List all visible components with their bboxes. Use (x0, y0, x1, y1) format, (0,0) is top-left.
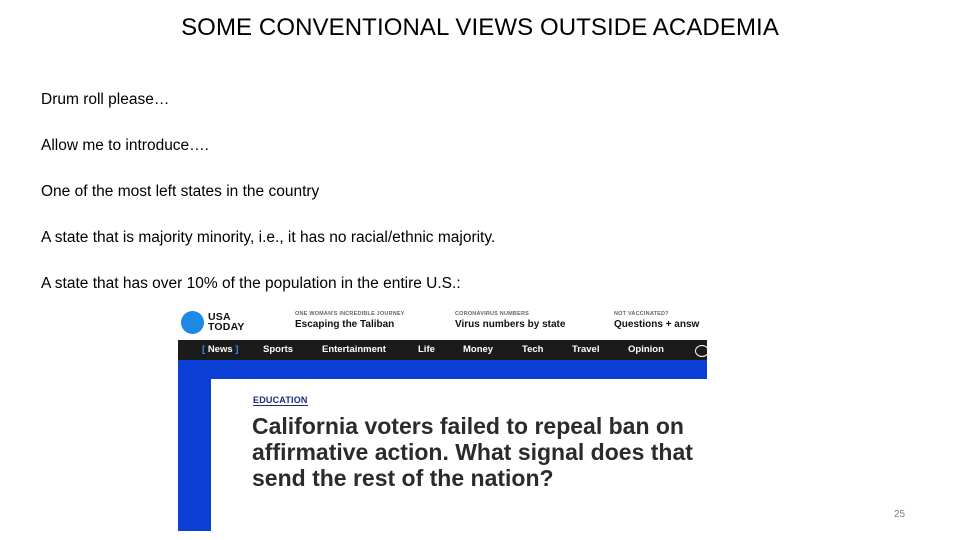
bullet-item: A state that has over 10% of the population in the entire U.S.: (41, 275, 461, 292)
promo-headline: Questions + answ (614, 319, 700, 330)
nav-sports[interactable]: Sports (263, 344, 294, 355)
bullet-item: One of the most left states in the country (41, 183, 320, 200)
promo-vaccination[interactable] (614, 311, 699, 332)
article-headline: California voters failed to repeal ban on affirmative action. What signal does that send the rest of the nation? (252, 413, 693, 491)
promo-virus-numbers[interactable] (455, 311, 565, 332)
promo-kicker: CORONAVIRUS NUMBERS (455, 311, 529, 317)
article-card (211, 379, 707, 531)
promo-kicker: NOT VACCINATED? (614, 311, 669, 317)
nav-news[interactable] (202, 344, 238, 355)
search-icon[interactable] (695, 345, 707, 357)
nav-travel[interactable]: Travel (572, 344, 600, 355)
nav-opinion[interactable]: Opinion (628, 344, 664, 355)
promo-headline: Escaping the Taliban (295, 319, 395, 330)
category-link[interactable]: EDUCATION (253, 395, 308, 405)
news-screenshot (178, 306, 707, 531)
site-header (178, 306, 707, 340)
nav-news-label: News (207, 344, 233, 355)
bullet-list (41, 90, 496, 323)
logo-line-1: USA (208, 311, 231, 323)
nav-money[interactable]: Money (463, 344, 494, 355)
promo-taliban[interactable] (295, 311, 405, 332)
nav-bracket-open: [ (202, 344, 206, 355)
nav-bracket-close: ] (235, 344, 239, 355)
page-number: 25 (894, 509, 906, 520)
main-nav (178, 340, 707, 360)
slide-title: SOME CONVENTIONAL VIEWS OUTSIDE ACADEMIA (181, 14, 779, 41)
nav-tech[interactable]: Tech (522, 344, 544, 355)
logo-line-2: TODAY (208, 321, 245, 333)
site-logo-text[interactable] (208, 312, 245, 332)
bullet-item: A state that is majority minority, i.e., it has no racial/ethnic majority. (41, 229, 496, 246)
promo-kicker: ONE WOMAN'S INCREDIBLE JOURNEY (295, 311, 405, 317)
promo-headline: Virus numbers by state (455, 319, 566, 330)
bullet-item: Allow me to introduce…. (41, 137, 209, 154)
nav-life[interactable]: Life (418, 344, 435, 355)
nav-entertainment[interactable]: Entertainment (322, 344, 386, 355)
bullet-item: Drum roll please… (41, 91, 170, 108)
usa-today-logo-icon[interactable] (181, 311, 204, 334)
